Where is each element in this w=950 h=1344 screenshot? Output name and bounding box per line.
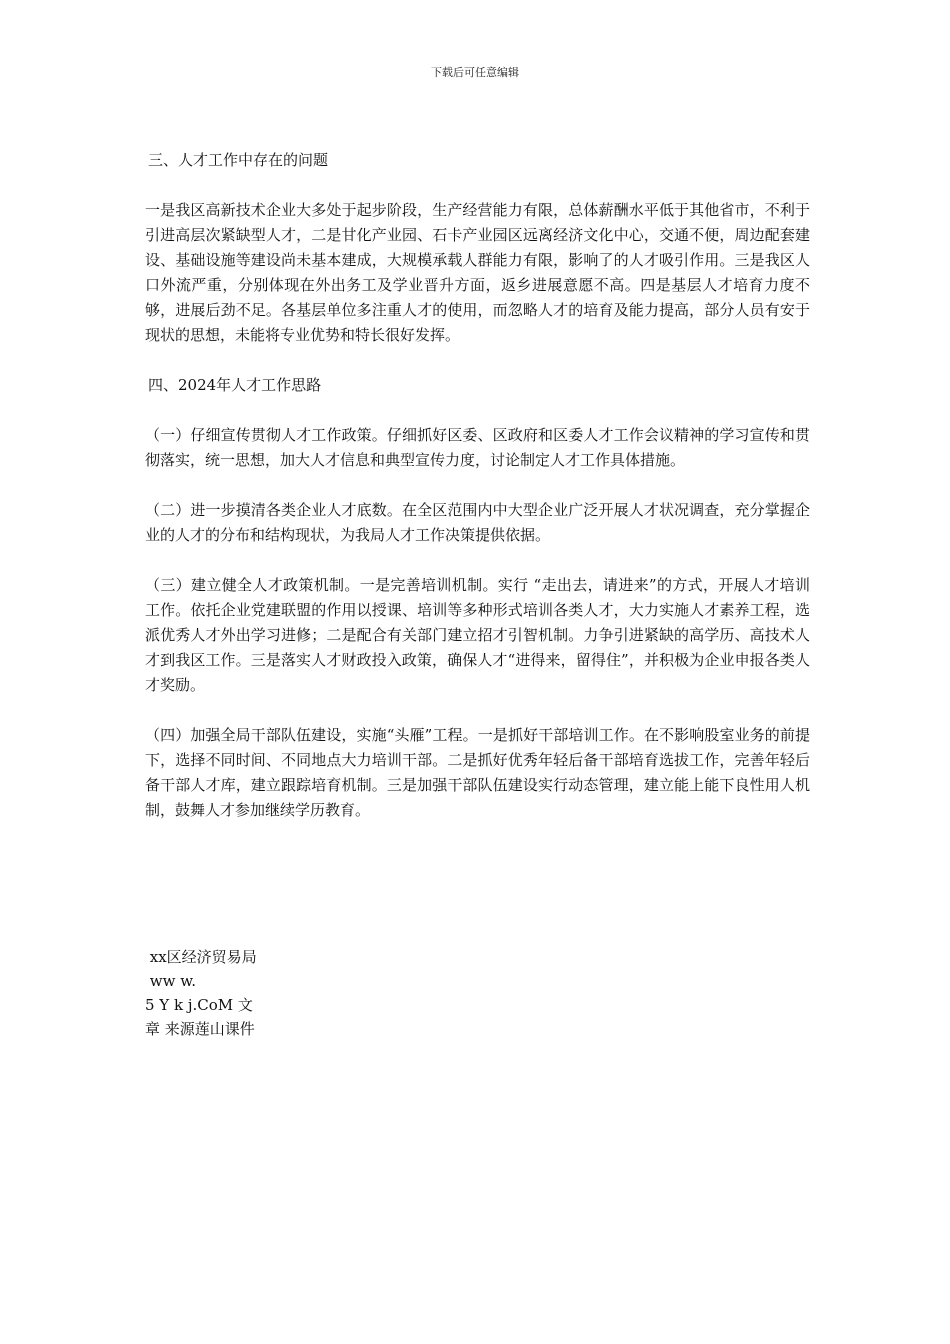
signature-block [145, 945, 545, 1041]
section-heading-plan: 四、2024年人才工作思路 [148, 376, 322, 394]
source-line-3: 章 来源莲山课件 [145, 1020, 255, 1038]
plan-paragraph-3: （三）建立健全人才政策机制。一是完善培训机制。实行 “走出去，请进来”的方式，开展人才培训工作。依托企业党建联盟的作用以授课、培训等多种形式培训各类人才，大力实施人才素养工程，选派优秀人才外出学习进修；二是配合有关部门建立招才引智机制。力争引进紧缺的高学历、高技术人才到我区工作。三是落实人才财政投入政策，确保人才“进得来，留得住”，并积极为企业申报各类人才奖励。 [145, 576, 810, 694]
problems-paragraph: 一是我区高新技术企业大多处于起步阶段，生产经营能力有限，总体薪酬水平低于其他省市，不利于引进高层次紧缺型人才，二是甘化产业园、石卡产业园区远离经济文化中心，交通不便，周边配套建设、基础设施等建设尚未基本建成，大规模承载人群能力有限，影响了的人才吸引作用。三是我区人口外流严重，分别体现在外出务工及学业晋升方面，返乡进展意愿不高。四是基层人才培育力度不够，进展后劲不足。各基层单位多注重人才的使用，而忽略人才的培育及能力提高，部分人员有安于现状的思想，未能将专业优势和特长很好发挥。 [145, 201, 810, 344]
plan-paragraph-4: （四）加强全局干部队伍建设，实施“头雁”工程。一是抓好干部培训工作。在不影响股室业务的前提下，选择不同时间、不同地点大力培训干部。二是抓好优秀年轻后备干部培育选拔工作，完善年轻后备干部人才库，建立跟踪培育机制。三是加强干部队伍建设实行动态管理，建立能上能下良性用人机制，鼓舞人才参加继续学历教育。 [145, 726, 810, 819]
signature-org: xx区经济贸易局 [145, 948, 257, 966]
plan-paragraph-2: （二）进一步摸清各类企业人才底数。在全区范围内中大型企业广泛开展人才状况调查，充分掌握企业的人才的分布和结构现状，为我局人才工作决策提供依据。 [145, 501, 810, 544]
section-heading-problems: 三、人才工作中存在的问题 [148, 151, 329, 169]
source-line-2: 5 Y k j.CoM 文 [145, 996, 253, 1014]
page-header: 下载后可任意编辑 [431, 66, 519, 79]
document-body [145, 148, 810, 848]
source-line-1: ww w. [145, 972, 197, 990]
plan-paragraph-1: （一）仔细宣传贯彻人才工作政策。仔细抓好区委、区政府和区委人才工作会议精神的学习宣传和贯彻落实，统一思想，加大人才信息和典型宣传力度，讨论制定人才工作具体措施。 [145, 426, 810, 469]
